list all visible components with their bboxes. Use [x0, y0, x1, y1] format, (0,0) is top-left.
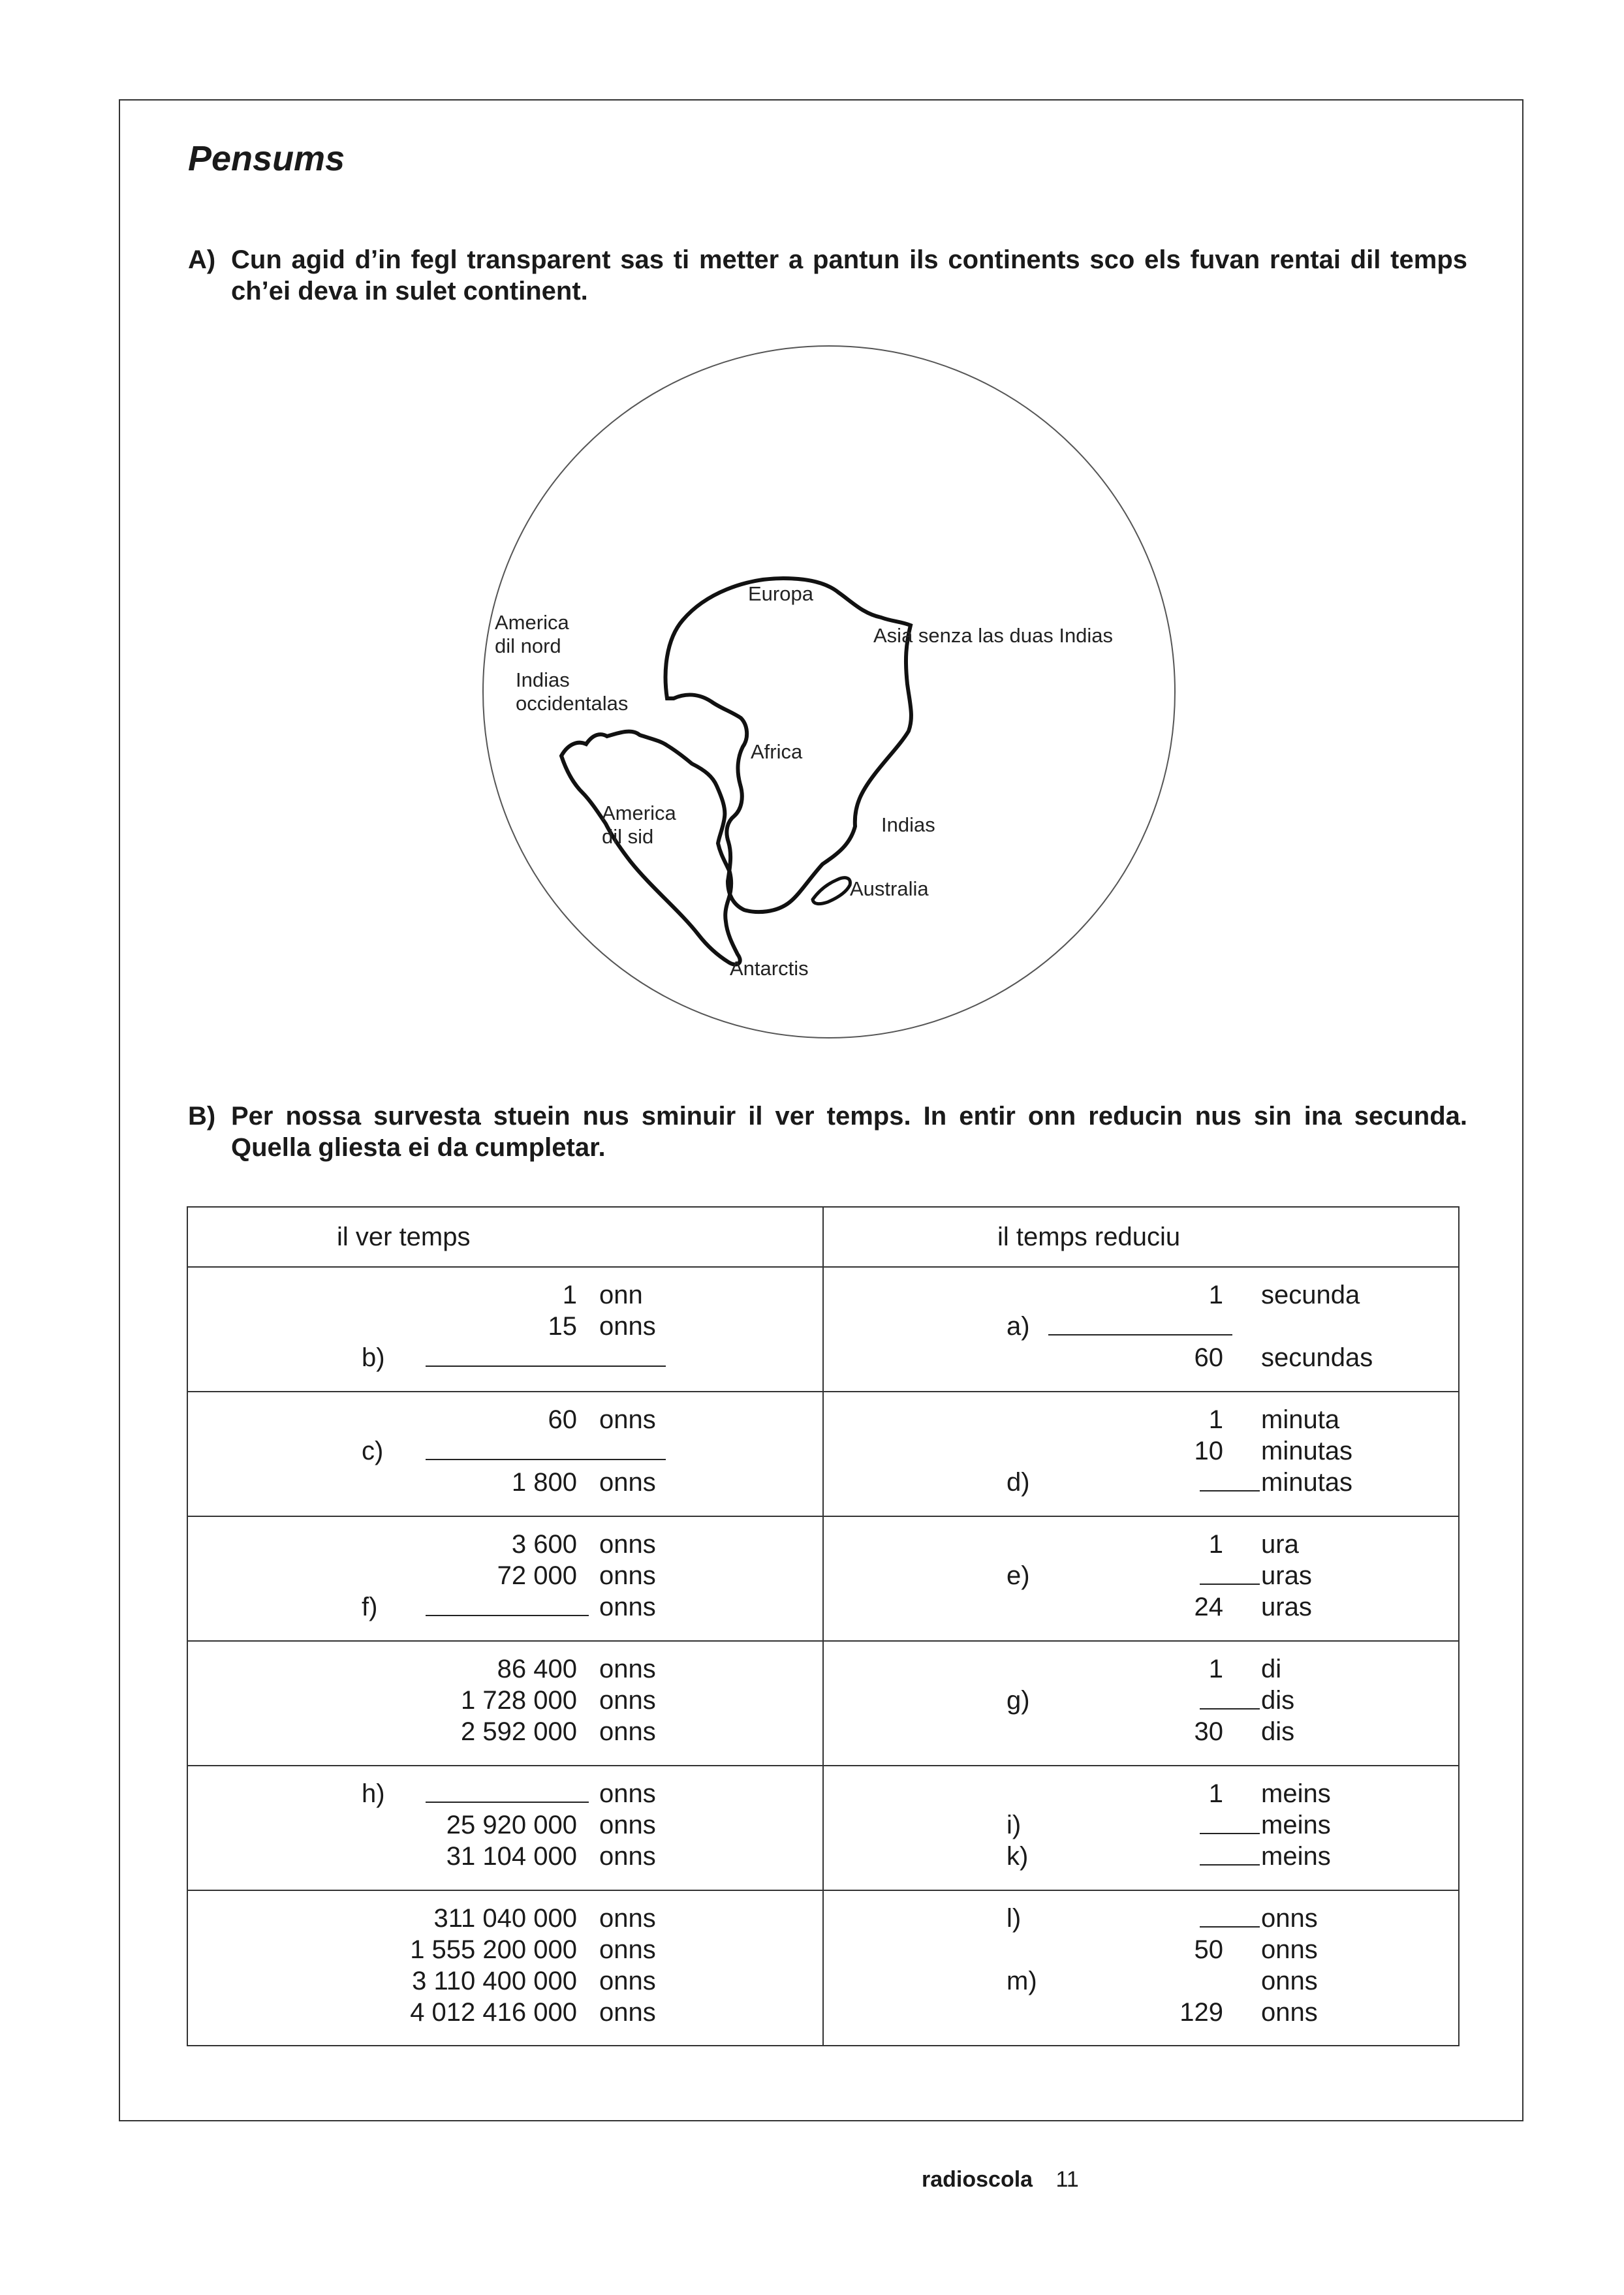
- table-line: [188, 1404, 822, 1435]
- table-body: [187, 1267, 1459, 2046]
- table-line: [824, 1342, 1458, 1373]
- unit-label: onns: [599, 1935, 656, 1964]
- task-a: [188, 244, 1467, 307]
- answer-blank[interactable]: [1048, 1315, 1232, 1335]
- exercise-label: m): [1007, 1967, 1037, 1995]
- unit-label: uras: [1261, 1561, 1312, 1590]
- table-row: [187, 1641, 1459, 1766]
- cell-real-time: [187, 1766, 823, 1890]
- table-line: [188, 1997, 822, 2028]
- number-value: 1: [1208, 1281, 1223, 1309]
- continent-map: [470, 333, 1188, 1051]
- table-row: [187, 1516, 1459, 1641]
- unit-label: di: [1261, 1655, 1282, 1683]
- answer-blank[interactable]: [1200, 1813, 1260, 1834]
- table-line: [824, 1809, 1458, 1841]
- table-line: [824, 1653, 1458, 1685]
- cell-reduced-time: [823, 1890, 1459, 2046]
- cell-reduced-time: [823, 1392, 1459, 1516]
- exercise-label: k): [1007, 1842, 1029, 1871]
- answer-blank[interactable]: [426, 1595, 589, 1616]
- header-reduced-time: il temps reduciu: [823, 1207, 1459, 1267]
- table-line: [824, 1435, 1458, 1467]
- number-value: 1 728 000: [461, 1686, 577, 1715]
- number-value: 30: [1194, 1717, 1223, 1746]
- number-value: 25 920 000: [446, 1811, 577, 1839]
- exercise-label: a): [1007, 1312, 1030, 1341]
- table-row: [187, 1392, 1459, 1516]
- unit-label: onns: [599, 1779, 656, 1808]
- table-line: [824, 1997, 1458, 2028]
- cell-real-time: [187, 1641, 823, 1766]
- table-line: [188, 1311, 822, 1342]
- table-line: [824, 1591, 1458, 1623]
- unit-label: uras: [1261, 1593, 1312, 1621]
- answer-blank[interactable]: [426, 1782, 589, 1803]
- exercise-label: b): [362, 1343, 385, 1372]
- exercise-label: f): [362, 1593, 378, 1621]
- unit-label: onns: [599, 1811, 656, 1839]
- task-b-text: Per nossa survesta stuein nus sminuir il ver temps. In entir onn reducin nus sin ina secunda. Quella gliesta ei da cumpletar.: [231, 1102, 1467, 1162]
- unit-label: onns: [599, 1904, 656, 1933]
- number-value: 1 555 200 000: [410, 1935, 577, 1964]
- answer-blank[interactable]: [1200, 1689, 1260, 1710]
- cell-real-time: [187, 1890, 823, 2046]
- unit-label: onns: [599, 1686, 656, 1715]
- table-line: [824, 1934, 1458, 1965]
- table-line: [824, 1778, 1458, 1809]
- table-line: [188, 1653, 822, 1685]
- table-line: [824, 1467, 1458, 1498]
- table-line: [188, 1560, 822, 1591]
- unit-label: onns: [599, 1655, 656, 1683]
- number-value: 72 000: [497, 1561, 577, 1590]
- header-real-time: il ver temps: [187, 1207, 823, 1267]
- number-value: 1: [1208, 1405, 1223, 1434]
- answer-blank[interactable]: [1200, 1907, 1260, 1928]
- table-line: [824, 1685, 1458, 1716]
- unit-label: dis: [1261, 1717, 1295, 1746]
- cell-real-time: [187, 1267, 823, 1392]
- task-b-letter: B): [188, 1102, 216, 1131]
- unit-label: secundas: [1261, 1343, 1373, 1372]
- exercise-label: h): [362, 1779, 385, 1808]
- map-label-west-indies-1: Indias: [516, 668, 570, 691]
- table-line: [824, 1716, 1458, 1747]
- table-line: [824, 1529, 1458, 1560]
- cell-reduced-time: [823, 1267, 1459, 1392]
- page-title: Pensums: [188, 139, 345, 178]
- number-value: 10: [1194, 1437, 1223, 1465]
- cell-real-time: [187, 1392, 823, 1516]
- number-value: 129: [1179, 1998, 1223, 2027]
- unit-label: secunda: [1261, 1281, 1360, 1309]
- table-line: [824, 1903, 1458, 1934]
- number-value: 311 040 000: [433, 1904, 577, 1933]
- number-value: 4 012 416 000: [410, 1998, 577, 2027]
- unit-label: ura: [1261, 1530, 1299, 1559]
- cell-real-time: [187, 1516, 823, 1641]
- unit-label: onns: [599, 1312, 656, 1341]
- table-line: [188, 1841, 822, 1872]
- unit-label: meins: [1261, 1779, 1331, 1808]
- table-line: [188, 1965, 822, 1997]
- exercise-label: e): [1007, 1561, 1030, 1590]
- map-label-asia: Asia senza las duas Indias: [873, 624, 1114, 647]
- table-line: [188, 1778, 822, 1809]
- unit-label: meins: [1261, 1842, 1331, 1871]
- number-value: 1: [562, 1281, 577, 1309]
- table-header-row: [187, 1207, 1459, 1267]
- table-line: [188, 1591, 822, 1623]
- table-line: [824, 1279, 1458, 1311]
- table-line: [188, 1903, 822, 1934]
- number-value: 3 110 400 000: [412, 1967, 577, 1995]
- number-value: 3 600: [511, 1530, 577, 1559]
- table-line: [188, 1809, 822, 1841]
- unit-label: onns: [1261, 1935, 1318, 1964]
- table-line: [824, 1841, 1458, 1872]
- number-value: 1: [1208, 1779, 1223, 1808]
- task-b: [188, 1101, 1467, 1163]
- table-line: [188, 1279, 822, 1311]
- cell-reduced-time: [823, 1641, 1459, 1766]
- table-line: [188, 1685, 822, 1716]
- number-value: 1: [1208, 1655, 1223, 1683]
- time-table: [187, 1206, 1460, 2046]
- map-label-australia: Australia: [850, 877, 929, 900]
- footer-brand: radioscola: [922, 2167, 1033, 2192]
- answer-blank[interactable]: [1200, 1564, 1260, 1585]
- australia-shape: [813, 878, 850, 904]
- number-value: 60: [548, 1405, 577, 1434]
- cell-reduced-time: [823, 1516, 1459, 1641]
- unit-label: onns: [599, 1717, 656, 1746]
- table-line: [188, 1435, 822, 1467]
- unit-label: onns: [599, 1998, 656, 2027]
- task-a-letter: A): [188, 245, 216, 274]
- number-value: 86 400: [497, 1655, 577, 1683]
- table-line: [188, 1467, 822, 1498]
- unit-label: onns: [599, 1593, 656, 1621]
- answer-blank[interactable]: [1200, 1845, 1260, 1866]
- map-label-africa: Africa: [751, 740, 803, 763]
- unit-label: dis: [1261, 1686, 1295, 1715]
- map-label-north-america-2: dil nord: [495, 634, 561, 657]
- exercise-label: c): [362, 1437, 384, 1465]
- map-label-south-america-2: dil sid: [602, 825, 654, 848]
- exercise-label: d): [1007, 1468, 1030, 1497]
- number-value: 24: [1194, 1593, 1223, 1621]
- cell-reduced-time: [823, 1766, 1459, 1890]
- number-value: 2 592 000: [461, 1717, 577, 1746]
- exercise-label: g): [1007, 1686, 1030, 1715]
- exercise-label: l): [1007, 1904, 1022, 1933]
- table-line: [824, 1311, 1458, 1342]
- number-value: 31 104 000: [446, 1842, 577, 1871]
- map-label-south-america-1: America: [602, 802, 676, 824]
- number-value: 60: [1194, 1343, 1223, 1372]
- table-line: [824, 1560, 1458, 1591]
- map-label-europe: Europa: [748, 582, 813, 605]
- map-label-north-america-1: America: [495, 611, 569, 634]
- unit-label: onns: [599, 1405, 656, 1434]
- unit-label: meins: [1261, 1811, 1331, 1839]
- page-number: 11: [1055, 2167, 1079, 2192]
- number-value: 1 800: [511, 1468, 577, 1497]
- map-label-west-indies-2: occidentalas: [516, 692, 629, 715]
- answer-blank[interactable]: [1200, 1471, 1260, 1491]
- table-line: [824, 1965, 1458, 1997]
- unit-label: onns: [1261, 1998, 1318, 2027]
- americas-shape: [561, 732, 740, 965]
- table-line: [188, 1934, 822, 1965]
- table-line: [824, 1404, 1458, 1435]
- table-row: [187, 1267, 1459, 1392]
- unit-label: minuta: [1261, 1405, 1340, 1434]
- unit-label: onns: [599, 1530, 656, 1559]
- unit-label: onns: [599, 1561, 656, 1590]
- table-line: [188, 1342, 822, 1373]
- unit-label: onns: [599, 1967, 656, 1995]
- table-row: [187, 1890, 1459, 2046]
- page-footer: [922, 2167, 1079, 2193]
- table-line: [188, 1716, 822, 1747]
- table-row: [187, 1766, 1459, 1890]
- number-value: 50: [1194, 1935, 1223, 1964]
- unit-label: minutas: [1261, 1437, 1353, 1465]
- unit-label: onns: [599, 1842, 656, 1871]
- number-value: 15: [548, 1312, 577, 1341]
- unit-label: minutas: [1261, 1468, 1353, 1497]
- exercise-label: i): [1007, 1811, 1022, 1839]
- unit-label: onn: [599, 1281, 643, 1309]
- table-line: [188, 1529, 822, 1560]
- unit-label: onns: [1261, 1967, 1318, 1995]
- number-value: 1: [1208, 1530, 1223, 1559]
- map-label-antarctica: Antarctis: [730, 957, 809, 980]
- answer-blank[interactable]: [426, 1346, 666, 1367]
- unit-label: onns: [599, 1468, 656, 1497]
- map-label-india: Indias: [881, 813, 935, 836]
- unit-label: onns: [1261, 1904, 1318, 1933]
- task-a-text: Cun agid d’in fegl transparent sas ti metter a pantun ils continents sco els fuvan rentai dil temps ch’ei deva in sulet continent.: [231, 245, 1467, 305]
- answer-blank[interactable]: [426, 1439, 666, 1460]
